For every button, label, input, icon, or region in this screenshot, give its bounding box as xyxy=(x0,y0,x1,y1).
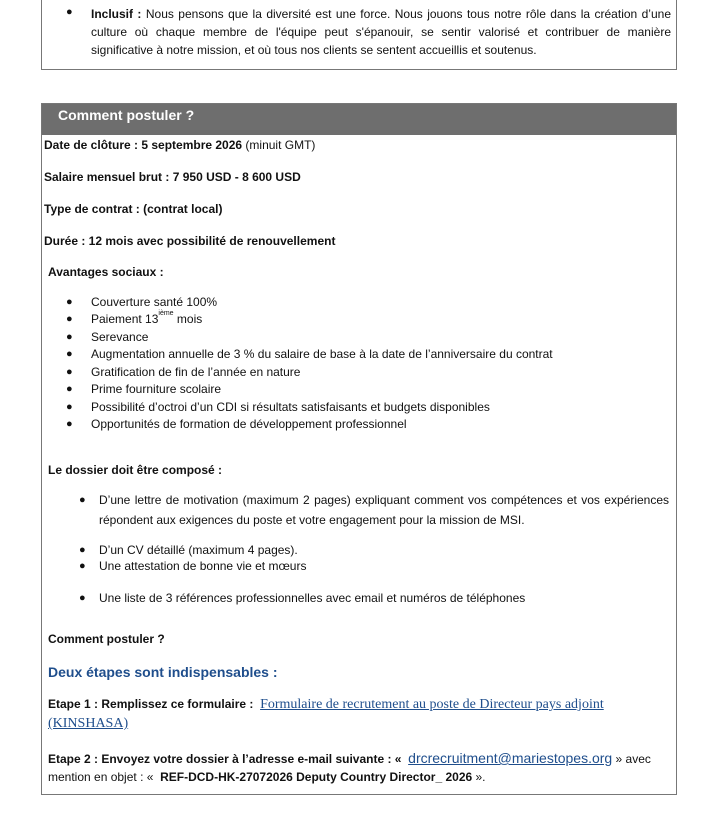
dossier-item: Une attestation de bonne vie et mœurs xyxy=(99,559,307,573)
duration: Durée : 12 mois avec possibilité de renouvellement xyxy=(44,234,336,248)
step-1-label: Etape 1 : Remplissez ce formulaire : xyxy=(48,697,254,711)
salary: Salaire mensuel brut : 7 950 USD - 8 600 USD xyxy=(44,170,301,184)
bullet-icon: ● xyxy=(79,592,86,604)
how-to-apply-title: Comment postuler ? xyxy=(48,632,165,646)
bullet-icon: ● xyxy=(66,383,73,395)
benefit-item: Augmentation annuelle de 3 % du salaire de base à la date de l’anniversaire du contrat xyxy=(91,347,553,361)
bullet-icon: ● xyxy=(79,560,86,572)
step-1-link-continued xyxy=(48,716,128,732)
bullet-icon: ● xyxy=(66,313,73,325)
closing-date: Date de clôture : 5 septembre 2026 (minuit GMT) xyxy=(44,138,316,152)
bullet-icon: ● xyxy=(66,331,73,343)
benefit-item: Couverture santé 100% xyxy=(91,295,218,309)
inclusif-text: Nous pensons que la diversité est une force. Nous jouons tous notre rôle dans la création d’une culture où chaque membre de l'équipe peut s'épanouir, se sentir valorisé et contribuer de manière significative à notre mission, et où tous nos clients se sentent accueillis et soutenus. xyxy=(91,7,671,57)
bullet-icon: ● xyxy=(66,6,73,18)
inclusif-label: Inclusif : xyxy=(91,7,142,21)
bullet-icon: ● xyxy=(66,401,73,413)
benefit-item: Paiement 13ième mois xyxy=(91,310,203,326)
contract-type: Type de contrat : (contrat local) xyxy=(44,202,223,216)
dossier-title: Le dossier doit être composé : xyxy=(48,463,223,477)
section-header xyxy=(42,104,676,135)
step-2-subject: mention en objet : « REF-DCD-HK-27072026 Deputy Country Director_ 2026 ». xyxy=(48,770,486,784)
dossier-item: D’un CV détaillé (maximum 4 pages). xyxy=(99,543,298,557)
benefit-item: Opportunités de formation de développement professionnel xyxy=(91,417,407,431)
bullet-icon: ● xyxy=(66,296,73,308)
steps-title: Deux étapes sont indispensables : xyxy=(48,664,278,680)
benefit-item: Prime fourniture scolaire xyxy=(91,382,222,396)
step-2: Etape 2 : Envoyez votre dossier à l’adresse e-mail suivante : « drcrecruitment@mariestopes.org » avec xyxy=(48,750,651,766)
subject-reference: REF-DCD-HK-27072026 Deputy Country Director_ 2026 xyxy=(160,770,473,784)
benefit-item: Gratification de fin de l’année en nature xyxy=(91,365,301,379)
section-header-title: Comment postuler ? xyxy=(58,107,195,123)
benefits-title: Avantages sociaux : xyxy=(48,265,164,279)
bullet-icon: ● xyxy=(66,366,73,378)
form-link-kinshasa[interactable]: (KINSHASA) xyxy=(48,716,129,731)
bullet-icon: ● xyxy=(66,418,73,430)
inclusif-paragraph xyxy=(91,5,671,59)
dossier-item: D’une lettre de motivation (maximum 2 pages) expliquant comment vos compétences et vos expériences répondent aux exigences du poste et votre engagement pour la mission de MSI. xyxy=(99,493,669,527)
step-2-label: Etape 2 : Envoyez votre dossier à l’adresse e-mail suivante : « xyxy=(48,752,402,766)
step-1 xyxy=(48,697,604,713)
dossier-item: Une liste de 3 références professionnelles avec email et numéros de téléphones xyxy=(99,591,526,605)
form-link[interactable]: Formulaire de recrutement au poste de Directeur pays adjoint xyxy=(260,697,604,712)
benefit-item: Possibilité d’octroi d’un CDI si résultats satisfaisants et budgets disponibles xyxy=(91,400,490,414)
bullet-icon: ● xyxy=(79,494,86,506)
benefit-item: Serevance xyxy=(91,330,149,344)
bullet-icon: ● xyxy=(66,348,73,360)
bullet-icon: ● xyxy=(79,544,86,556)
email-link[interactable]: drcrecruitment@mariestopes.org xyxy=(408,750,613,766)
